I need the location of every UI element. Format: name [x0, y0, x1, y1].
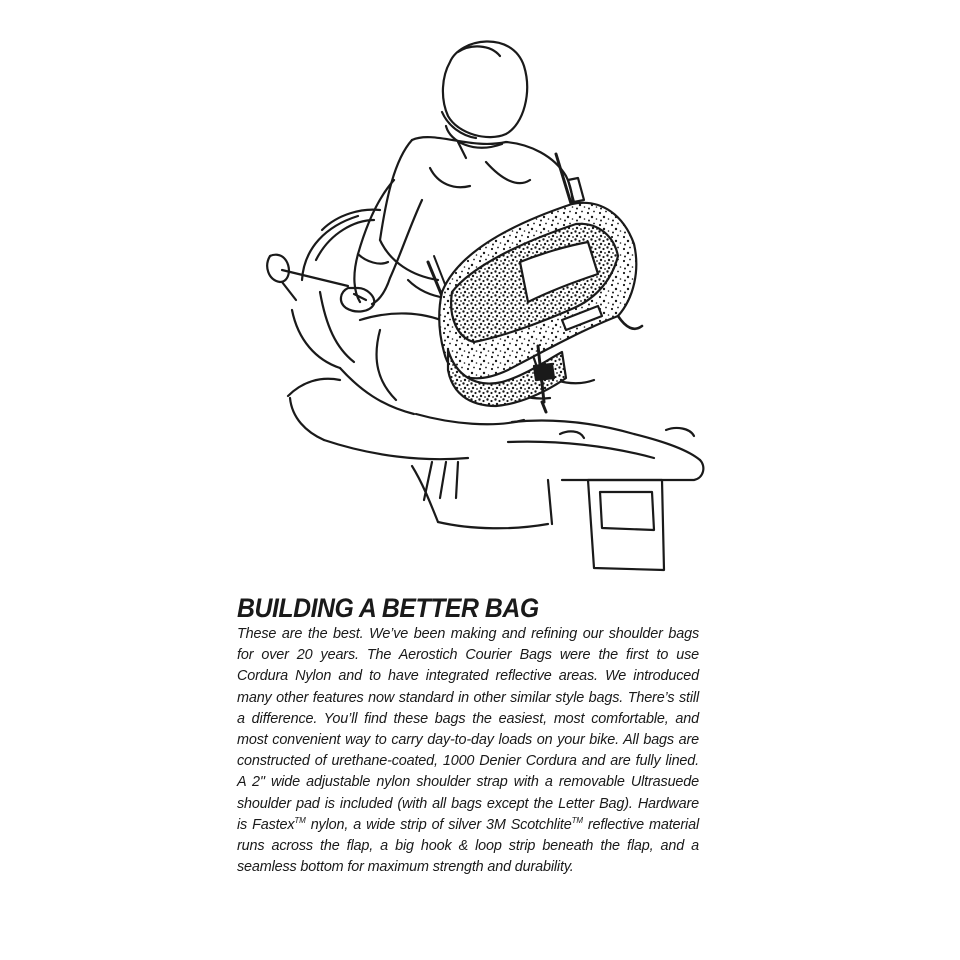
- article-body-part-3: reflective material runs across the flap, a big hook & loop strip beneath the flap, and a seamless bottom for maximum strength and durability.: [237, 816, 699, 876]
- article: [237, 592, 699, 878]
- trademark-mark: TM: [294, 816, 306, 826]
- article-body: [237, 624, 699, 878]
- article-body-part-1: These are the best. We’ve been making and refining our shoulder bags for over 20 years. The Aerostich Courier Bags were the first to use Cordura Nylon and to have integrated reflective areas. We introduced many other features now standard in other similar style bags. There’s still a difference. You’ll find these bags the easiest, most comfortable, and most convenient way to carry day-to-day loads on your bike. All bags are constructed of urethane-coated, 1000 Denier Cordura and are fully lined. A 2" wide adjustable nylon shoulder strap with a removable Ultrasuede shoulder pad is included (with all bags except the Letter Bag). Hardware is Fastex: [237, 626, 699, 833]
- motorcyclist-with-shoulder-bag-illustration: [262, 30, 712, 575]
- trademark-mark: TM: [571, 816, 583, 826]
- article-body-part-2: nylon, a wide strip of silver 3M Scotchlite: [305, 816, 572, 833]
- article-heading: BUILDING A BETTER BAG: [237, 593, 539, 623]
